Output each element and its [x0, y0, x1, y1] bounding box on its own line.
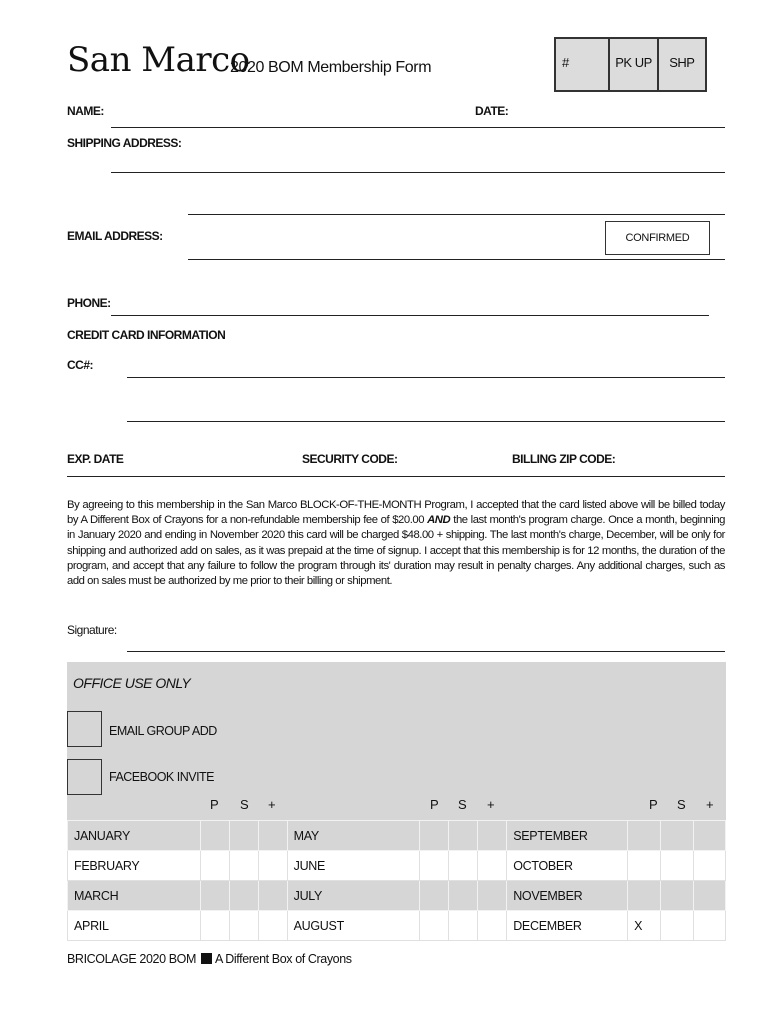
form-title: 2020 BOM Membership Form	[230, 59, 432, 76]
shipping-line-1[interactable]	[111, 172, 725, 173]
col-header-plus: +	[268, 797, 276, 812]
p-cell[interactable]	[200, 911, 229, 941]
table-row	[68, 911, 726, 941]
shipping-address-label: SHIPPING ADDRESS:	[67, 136, 182, 150]
s-cell[interactable]	[229, 881, 258, 911]
plus-cell[interactable]	[693, 881, 725, 911]
plus-cell[interactable]	[478, 911, 507, 941]
email-address-label: EMAIL ADDRESS:	[67, 229, 163, 243]
col-header-s: S	[677, 797, 686, 812]
month-cell: DECEMBER	[507, 911, 628, 941]
s-cell[interactable]	[449, 851, 478, 881]
p-cell[interactable]: X	[628, 911, 661, 941]
plus-cell[interactable]	[693, 821, 725, 851]
box-number[interactable]: #	[556, 39, 610, 90]
p-cell[interactable]	[420, 821, 449, 851]
col-header-s: S	[240, 797, 249, 812]
month-cell: NOVEMBER	[507, 881, 628, 911]
office-status-boxes	[554, 37, 707, 92]
name-date-line[interactable]	[111, 127, 725, 128]
cc-number-label: CC#:	[67, 358, 94, 372]
p-cell[interactable]	[420, 851, 449, 881]
month-cell: JULY	[287, 881, 420, 911]
exp-date-label: EXP. DATE	[67, 452, 124, 466]
month-cell: MAY	[287, 821, 420, 851]
p-cell[interactable]	[200, 851, 229, 881]
facebook-invite-label: FACEBOOK INVITE	[109, 770, 215, 784]
p-cell[interactable]	[420, 881, 449, 911]
plus-cell[interactable]	[693, 851, 725, 881]
month-cell: OCTOBER	[507, 851, 628, 881]
col-header-p: P	[210, 797, 219, 812]
cc-line-1[interactable]	[127, 377, 725, 378]
table-row	[68, 881, 726, 911]
email-group-add-checkbox[interactable]	[67, 711, 102, 747]
box-ship[interactable]: SHP	[659, 39, 705, 90]
footer-left: BRICOLAGE 2020 BOM	[67, 952, 196, 966]
s-cell[interactable]	[661, 881, 694, 911]
plus-cell[interactable]	[258, 821, 287, 851]
facebook-invite-checkbox[interactable]	[67, 759, 102, 795]
s-cell[interactable]	[449, 821, 478, 851]
plus-cell[interactable]	[258, 851, 287, 881]
brand-title: San Marco	[67, 40, 250, 80]
signature-line[interactable]	[127, 651, 725, 652]
office-use-title: OFFICE USE ONLY	[73, 675, 191, 691]
month-cell: JUNE	[287, 851, 420, 881]
cc-line-2[interactable]	[127, 421, 725, 422]
col-header-plus: +	[706, 797, 714, 812]
p-cell[interactable]	[628, 821, 661, 851]
table-row	[68, 821, 726, 851]
p-cell[interactable]	[200, 881, 229, 911]
month-cell: JANUARY	[68, 821, 201, 851]
month-cell: MARCH	[68, 881, 201, 911]
credit-card-heading: CREDIT CARD INFORMATION	[67, 328, 226, 342]
agreement-text: By agreeing to this membership in the San Marco BLOCK-OF-THE-MONTH Program, I accepted that the card listed above will be billed today by A Different Box of Crayons for a non-refundable membership fee of $20.00 AND the last month's program charge. Once a month, beginning in January 2020 and ending in November 2020 this card will be charged $48.00 + shipping. The last month's charge, December, will be only for shipping and authorized add on sales, as it was prepaid at the time of signup. I accept that this membership is for 12 months, the duration of the program, and accept that any failure to follow the program through its' duration may result in penalty charges. Any additional charges, such as add on sales must be authorized by me prior to their billing or shipment.	[67, 499, 725, 588]
s-cell[interactable]	[661, 821, 694, 851]
plus-cell[interactable]	[693, 911, 725, 941]
footer-right: A Different Box of Crayons	[214, 952, 352, 966]
s-cell[interactable]	[229, 911, 258, 941]
month-cell: FEBRUARY	[68, 851, 201, 881]
months-table	[67, 820, 726, 941]
p-cell[interactable]	[628, 851, 661, 881]
s-cell[interactable]	[449, 911, 478, 941]
col-header-p: P	[649, 797, 658, 812]
plus-cell[interactable]	[478, 851, 507, 881]
plus-cell[interactable]	[258, 911, 287, 941]
month-cell: SEPTEMBER	[507, 821, 628, 851]
col-header-s: S	[458, 797, 467, 812]
s-cell[interactable]	[661, 911, 694, 941]
signature-label: Signature:	[67, 623, 117, 637]
p-cell[interactable]	[628, 881, 661, 911]
phone-line[interactable]	[111, 315, 709, 316]
table-row	[68, 851, 726, 881]
square-icon	[201, 953, 212, 964]
name-label: NAME:	[67, 104, 104, 118]
p-cell[interactable]	[200, 821, 229, 851]
exp-line[interactable]	[67, 476, 725, 477]
p-cell[interactable]	[420, 911, 449, 941]
email-group-add-label: EMAIL GROUP ADD	[109, 724, 217, 738]
box-pickup[interactable]: PK UP	[610, 39, 658, 90]
confirmed-box[interactable]: CONFIRMED	[605, 221, 710, 255]
shipping-line-2[interactable]	[188, 214, 725, 215]
footer	[67, 952, 352, 966]
s-cell[interactable]	[661, 851, 694, 881]
plus-cell[interactable]	[478, 881, 507, 911]
email-line[interactable]	[188, 259, 725, 260]
month-cell: APRIL	[68, 911, 201, 941]
s-cell[interactable]	[449, 881, 478, 911]
col-header-p: P	[430, 797, 439, 812]
phone-label: PHONE:	[67, 296, 111, 310]
col-header-plus: +	[487, 797, 495, 812]
s-cell[interactable]	[229, 821, 258, 851]
plus-cell[interactable]	[478, 821, 507, 851]
security-code-label: SECURITY CODE:	[302, 452, 398, 466]
date-label: DATE:	[475, 104, 509, 118]
s-cell[interactable]	[229, 851, 258, 881]
billing-zip-label: BILLING ZIP CODE:	[512, 452, 616, 466]
month-cell: AUGUST	[287, 911, 420, 941]
plus-cell[interactable]	[258, 881, 287, 911]
